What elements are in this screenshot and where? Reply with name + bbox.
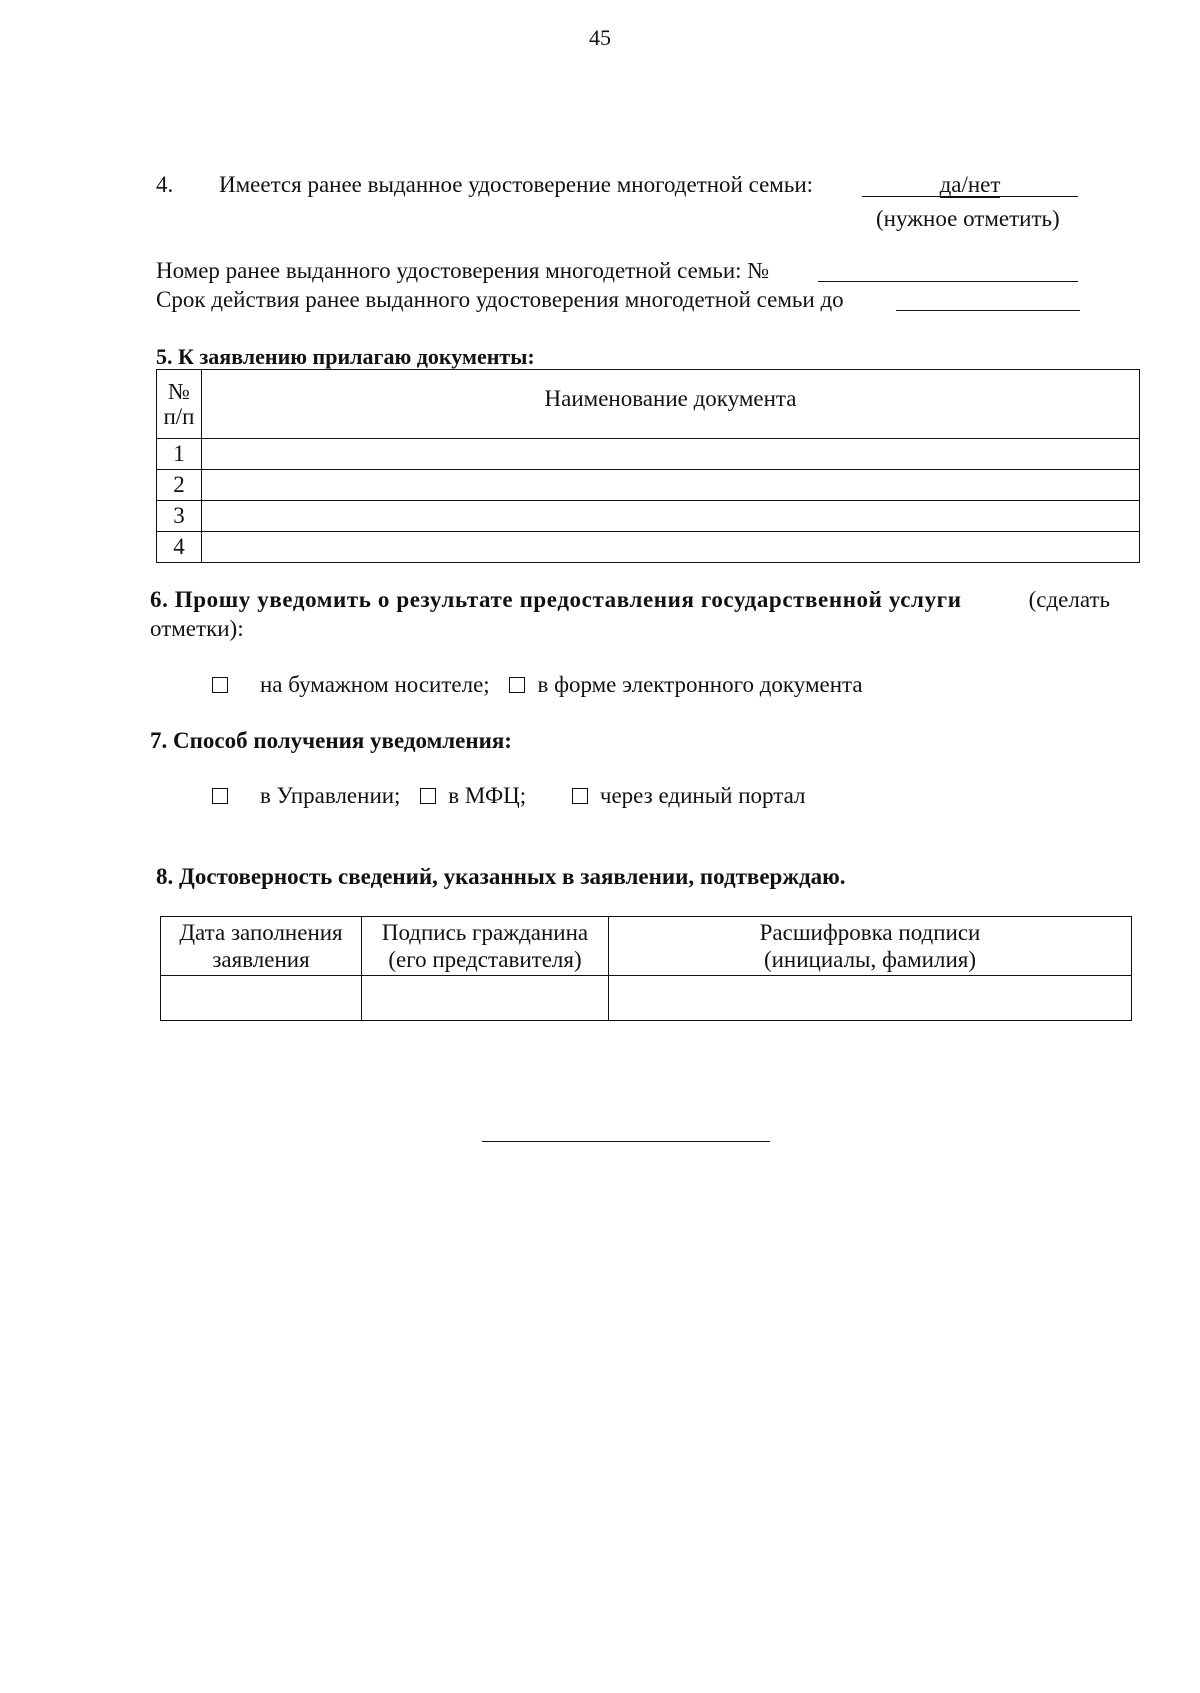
item4-answer-field[interactable] <box>862 172 1078 197</box>
item5-heading: 5. К заявлению прилагаю документы: <box>156 344 535 369</box>
receive-portal-option[interactable]: через единый портал <box>572 783 806 809</box>
docs-row-num: 2 <box>157 470 202 501</box>
item6-heading-cont: отметки): <box>150 616 244 641</box>
receive-department-option[interactable]: в Управлении; <box>212 783 400 809</box>
item6-heading-bold: 6. Прошу уведомить о результате предоставления государственной услуги <box>150 587 962 612</box>
item7-options <box>212 783 805 809</box>
cert-number-label: Номер ранее выданного удостоверения многодетной семьи: № <box>156 258 770 283</box>
checkbox-icon[interactable] <box>212 677 228 693</box>
cert-number-field[interactable] <box>818 281 1078 282</box>
sign-date-cell[interactable] <box>161 976 362 1021</box>
checkbox-icon[interactable] <box>420 788 436 804</box>
item6-options <box>212 672 863 698</box>
sign-decoding-cell[interactable] <box>609 976 1132 1021</box>
notify-electronic-option[interactable]: в форме электронного документа <box>509 672 862 698</box>
receive-mfc-option[interactable]: в МФЦ; <box>420 783 526 809</box>
item4-answer: да/нет <box>939 172 1001 197</box>
item6-heading <box>150 587 1110 613</box>
docs-row-name-cell[interactable] <box>202 439 1140 470</box>
docs-row-name-cell[interactable] <box>202 532 1140 563</box>
docs-row-num: 3 <box>157 501 202 532</box>
docs-row-name-cell[interactable] <box>202 470 1140 501</box>
item4-note: (нужное отметить) <box>876 206 1060 231</box>
checkbox-icon[interactable] <box>212 788 228 804</box>
validity-label: Срок действия ранее выданного удостоверения многодетной семьи до <box>156 287 844 312</box>
sign-header-signature: Подпись гражданина (его представителя) <box>362 917 609 976</box>
validity-date-field[interactable] <box>896 310 1080 311</box>
docs-header-name: Наименование документа <box>202 370 1140 439</box>
checkbox-icon[interactable] <box>509 677 525 693</box>
item6-heading-rest: (сделать <box>1028 587 1110 612</box>
checkbox-icon[interactable] <box>572 788 588 804</box>
docs-header-num: № п/п <box>157 370 202 439</box>
docs-row-num: 4 <box>157 532 202 563</box>
item7-heading: 7. Способ получения уведомления: <box>150 728 512 753</box>
page-number: 45 <box>589 25 611 50</box>
sign-signature-cell[interactable] <box>362 976 609 1021</box>
docs-row-num: 1 <box>157 439 202 470</box>
item4-number: 4. <box>156 172 174 197</box>
item4-text: Имеется ранее выданное удостоверение многодетной семьи: <box>219 172 814 197</box>
sign-header-decoding: Расшифровка подписи (инициалы, фамилия) <box>609 917 1132 976</box>
bottom-rule <box>482 1141 770 1142</box>
docs-row-name-cell[interactable] <box>202 501 1140 532</box>
sign-header-date: Дата заполнения заявления <box>161 917 362 976</box>
documents-table <box>156 369 1140 563</box>
signature-table <box>160 916 1132 1021</box>
notify-paper-option[interactable]: на бумажном носителе; <box>212 672 490 698</box>
item8-heading: 8. Достоверность сведений, указанных в заявлении, подтверждаю. <box>156 864 846 889</box>
